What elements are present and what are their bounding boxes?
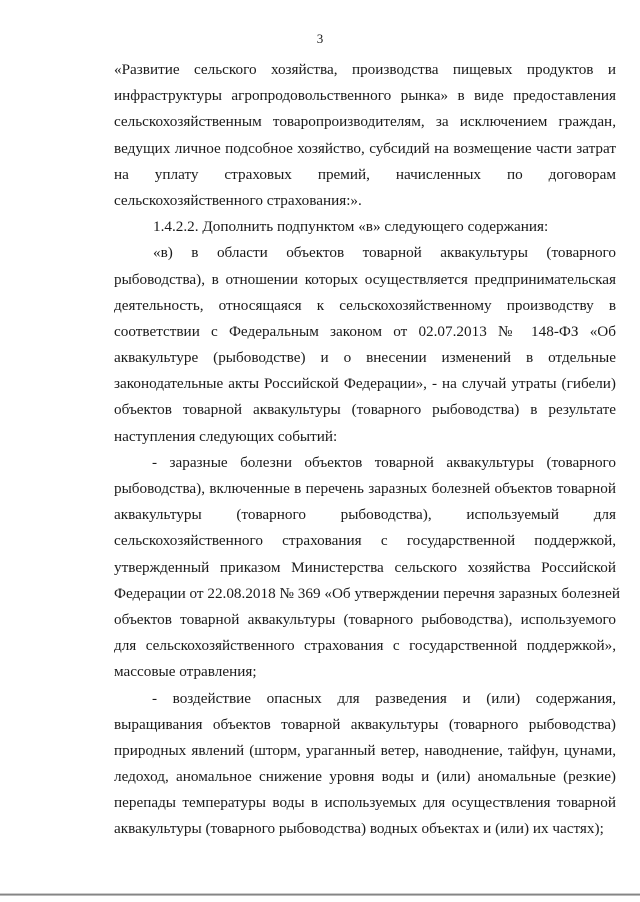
text-line: сельскохозяйственным товаропроизводителям, за исключением граждан,	[114, 113, 616, 131]
page-number: 3	[316, 31, 324, 46]
document-body	[114, 57, 621, 843]
text-line: «Развитие сельского хозяйства, производства пищевых продуктов и	[114, 61, 616, 78]
text-line: утвержденный приказом Министерства сельского хозяйства Российской	[114, 558, 616, 576]
text-line: для сельскохозяйственного страхования с государственной поддержкой»,	[114, 637, 616, 655]
text-line: ледоход, аномальное снижение уровня воды и (или) аномальные (резкие)	[114, 768, 616, 786]
paragraph	[114, 57, 616, 214]
text-line: природных явлений (шторм, ураганный ветер, наводнение, тайфун, цунами,	[114, 741, 616, 759]
paragraph	[114, 686, 616, 843]
text-line: объектов товарной аквакультуры (товарного рыбоводства), используемого	[114, 610, 616, 628]
text-line: на уплату страховых премий, начисленных по договорам	[114, 165, 616, 183]
scan-edge-shadow	[0, 893, 640, 896]
text-line: - воздействие опасных для разведения и (или) содержания,	[152, 689, 616, 707]
text-line: аквакультуре (рыбоводстве) и о внесении изменений в отдельные	[114, 349, 616, 367]
paragraph	[114, 214, 616, 240]
text-line: соответствии с Федеральным законом от 02.07.2013 № 148-ФЗ «Об	[114, 322, 616, 340]
text-line: выращивания объектов товарной аквакультуры (товарного рыбоводства)	[114, 715, 616, 733]
text-line: рыбоводства), в отношении которых осуществляется предпринимательская	[114, 270, 616, 288]
text-line: объектов товарной аквакультуры (товарного рыбоводства) в результате	[114, 401, 616, 419]
text-line: наступления следующих событий:	[114, 427, 338, 445]
text-line: сельскохозяйственного страхования с государственной поддержкой,	[114, 532, 616, 550]
text-line: - заразные болезни объектов товарной аквакультуры (товарного	[152, 453, 616, 471]
text-line: массовые отравления;	[114, 663, 257, 681]
text-line: аквакультуры (товарного рыбоводства) водных объектах и (или) их частях);	[114, 820, 604, 838]
text-line: «в) в области объектов товарной аквакультуры (товарного	[153, 244, 616, 262]
text-line: инфраструктуры агропродовольственного рынка» в виде предоставления	[114, 87, 616, 105]
text-line: сельскохозяйственного страхования:».	[114, 191, 362, 209]
text-line: рыбоводства), включенные в перечень заразных болезней объектов товарной	[114, 480, 616, 497]
paragraph	[114, 450, 621, 686]
text-line: 1.4.2.2. Дополнить подпунктом «в» следующего содержания:	[153, 218, 549, 236]
text-line: законодательные акты Российской Федерации», - на случай утраты (гибели)	[114, 375, 616, 393]
text-line: аквакультуры (товарного рыбоводства), используемый для	[114, 506, 616, 524]
text-line: ведущих личное подсобное хозяйство, субсидий на возмещение части затрат	[114, 139, 616, 157]
text-line: Федерации от 22.08.2018 № 369 «Об утверждении перечня заразных болезней	[114, 584, 621, 602]
text-line: перепады температуры воды в используемых для осуществления товарной	[114, 794, 616, 812]
text-line: деятельность, относящаяся к сельскохозяйственному производству в	[114, 296, 616, 314]
paragraph	[114, 240, 616, 450]
